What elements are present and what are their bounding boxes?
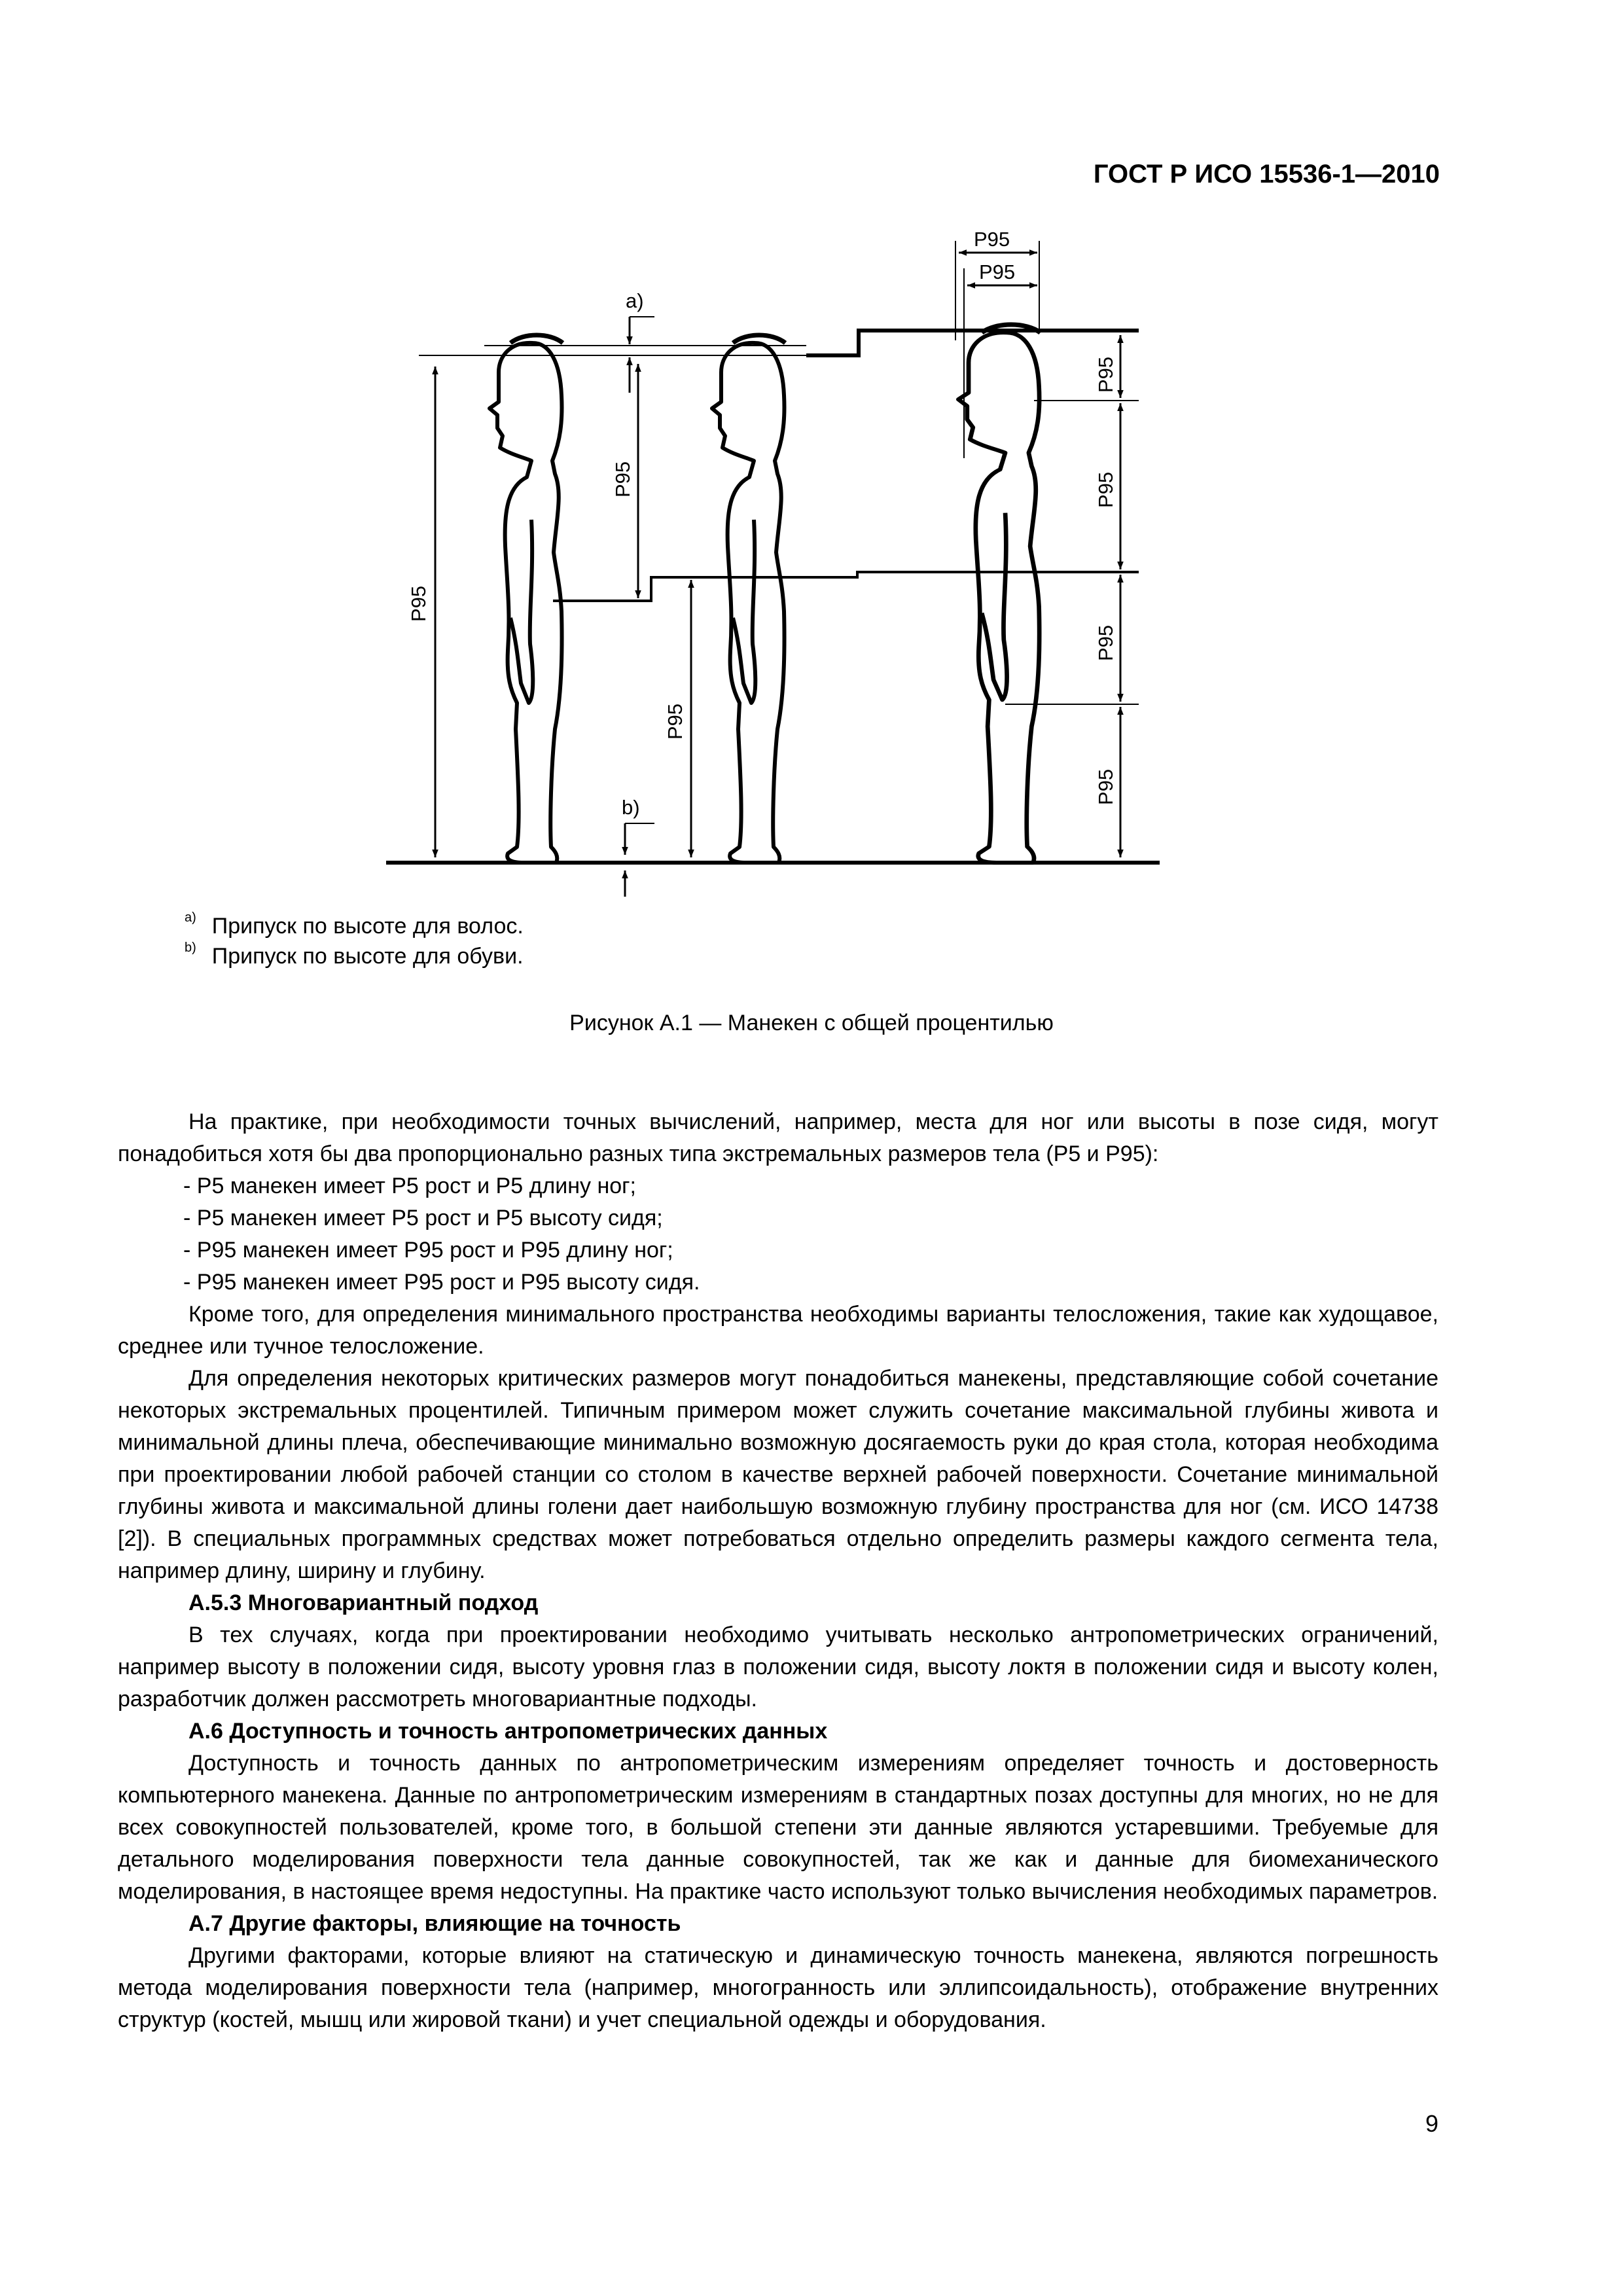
p95-label-trunk: P95 <box>1094 471 1117 508</box>
paragraph: Другими факторами, которые влияют на статическую и динамическую точность манекена, являются погрешность метода моделирования поверхности тела (например, многогранность или эллипсоидальность), отображение внутренних структур (костей, мышц или жировой ткани) и учет специальной одежды и оборудования. <box>118 1943 1438 2032</box>
paragraph: В тех случаях, когда при проектировании необходимо учитывать несколько антропометрических ограничений, например высоту в положении сидя, высоту уровня глаз в положении сидя, высоту локтя в положении сидя и высоту колен, разработчик должен рассмотреть многовариантные подходы. <box>118 1623 1438 1712</box>
section-heading-a6: А.6 Доступность и точность антропометрических данных <box>188 1719 828 1744</box>
body-text <box>118 1106 1438 2036</box>
dummy-types-list <box>118 1170 1438 1299</box>
list-item: - Р95 манекен имеет Р95 рост и Р95 длину ног; <box>183 1238 673 1263</box>
paragraph: На практике, при необходимости точных вычислений, например, места для ног или высоты в позе сидя, могут понадобиться хотя бы два пропорционально разных типа экстремальных размеров тела (Р5 и Р95): <box>118 1109 1438 1166</box>
document-id-header: ГОСТ Р ИСО 15536-1—2010 <box>1093 160 1440 188</box>
p95-label-thigh: P95 <box>1094 624 1117 661</box>
label-a: a) <box>626 289 644 312</box>
section-heading-a7: А.7 Другие факторы, влияющие на точность <box>188 1911 681 1936</box>
figure-caption: Рисунок А.1 — Манекен с общей процентилью <box>569 1011 1054 1035</box>
paragraph: Доступность и точность данных по антропометрическим измерениям определяет точность и достоверность компьютерного манекена. Данные по антропометрическим измерениям в стандартных позах доступны для многих, но не для всех совокупностей пользователей, кроме того, в большой степени эти данные являются устаревшими. Требуемые для детального моделирования поверхности тела данные совокупностей, так же как и данные для биомеханического моделирования, в настоящее время недоступны. На практике часто используют только вычисления необходимых параметров. <box>118 1751 1438 1904</box>
paragraph: Для определения некоторых критических размеров могут понадобиться манекены, представляющие собой сочетание некоторых экстремальных процентилей. Типичным примером может служить сочетание максимальной глубины живота и минимальной длины плеча, обеспечивающие минимально возможную досягаемость руки до края стола, которая необходима при проектировании любой рабочей станции со столом в качестве верхней рабочей поверхности. Сочетание минимальной глубины живота и максимальной длины голени дает наибольшую возможную глубину пространства для ног (см. ИСО 14738 [2]). В специальных программных средствах может потребоваться отдельно определить размеры каждого сегмента тела, например длину, ширину и глубину. <box>118 1366 1438 1583</box>
list-item: - Р5 манекен имеет Р5 рост и Р5 длину ног; <box>183 1174 637 1198</box>
footnote-b: $^{b)}$ Припуск по высоте для обуви. <box>185 940 524 969</box>
label-b: b) <box>622 796 640 819</box>
p95-label-leg: P95 <box>664 703 687 740</box>
p95-label-head: P95 <box>1094 356 1117 393</box>
p95-label-width-2: P95 <box>979 260 1016 283</box>
paragraph: Кроме того, для определения минимального пространства необходимы варианты телосложения, такие как худощавое, среднее или тучное телосложение. <box>118 1302 1438 1359</box>
list-item: - Р95 манекен имеет Р95 рост и Р95 высоту сидя. <box>183 1270 700 1295</box>
p95-label-sitting: P95 <box>611 461 634 497</box>
p95-label-width-1: P95 <box>974 228 1010 251</box>
footnote-a: $^{a)}$ Припуск по высоте для волос. <box>185 910 524 939</box>
p95-label-stature: P95 <box>407 585 430 622</box>
p95-label-shank: P95 <box>1094 768 1117 805</box>
section-heading-a53: А.5.3 Многовариантный подход <box>188 1590 539 1615</box>
list-item: - Р5 манекен имеет Р5 рост и Р5 высоту сидя; <box>183 1206 663 1230</box>
page-number: 9 <box>1425 2110 1438 2137</box>
mannequin-figure <box>0 0 1623 929</box>
